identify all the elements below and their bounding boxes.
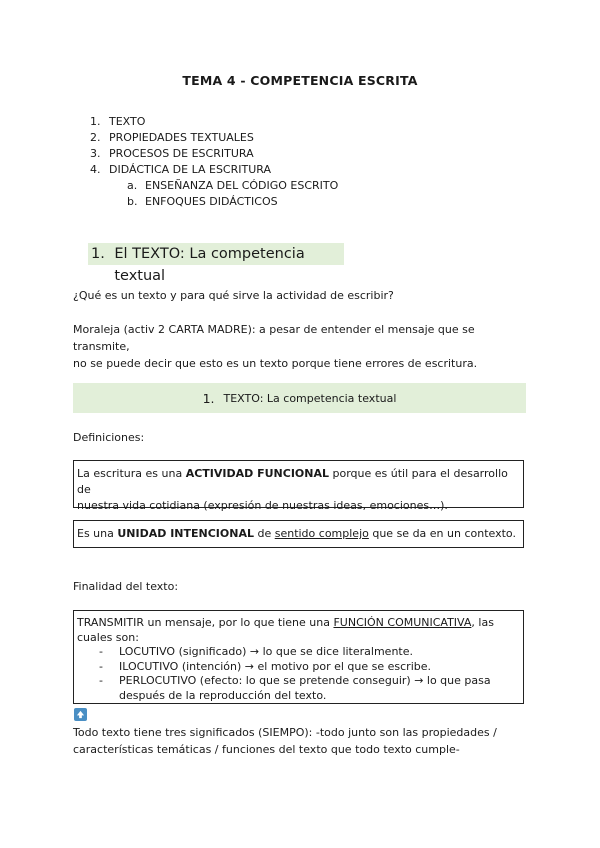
toc-item: 2. PROPIEDADES TEXTUALES (90, 131, 254, 144)
definition-box-2: Es una UNIDAD INTENCIONAL de sentido complejo que se da en un contexto. (73, 520, 524, 548)
definitions-label: Definiciones: (73, 431, 145, 444)
question-text: ¿Qué es un texto y para qué sirve la actividad de escribir? (73, 289, 394, 302)
list-item: después de la reproducción del texto. (119, 688, 327, 702)
section-heading: 1. El TEXTO: La competencia textual (88, 243, 344, 265)
definition-box-1: La escritura es una ACTIVIDAD FUNCIONAL porque es útil para el desarrollo de nuestra vida cotidiana (expresión de nuestras ideas, emociones…). (73, 460, 524, 508)
list-item: - LOCUTIVO (significado) → lo que se dice literalmente. (99, 645, 413, 658)
list-item: - PERLOCUTIVO (efecto: lo que se pretende conseguir) → lo que pasa (99, 674, 491, 687)
toc-subitem: b. ENFOQUES DIDÁCTICOS (127, 195, 278, 208)
closing-paragraph: Todo texto tiene tres significados (SIEMPO): -todo junto son las propiedades / características temáticas / funciones del texto que todo texto cumple- (73, 726, 497, 756)
scroll-up-icon[interactable] (74, 708, 87, 721)
toc-item: 1. TEXTO (90, 115, 146, 128)
page-title: TEMA 4 - COMPETENCIA ESCRITA (182, 73, 418, 88)
arrow-up-icon (76, 710, 85, 719)
finalidad-label: Finalidad del texto: (73, 580, 179, 593)
toc-item: 3. PROCESOS DE ESCRITURA (90, 147, 254, 160)
toc-subitem: a. ENSEÑANZA DEL CÓDIGO ESCRITO (127, 179, 339, 192)
section-banner: 1. TEXTO: La competencia textual (73, 383, 526, 413)
list-item: - ILOCUTIVO (intención) → el motivo por el que se escribe. (99, 659, 432, 673)
toc-item: 4. DIDÁCTICA DE LA ESCRITURA (90, 163, 271, 176)
table-of-contents (90, 114, 338, 210)
moraleja-paragraph: Moraleja (activ 2 CARTA MADRE): a pesar de entender el mensaje que se transmite, no se puede decir que esto es un texto porque tiene errores de escritura. (73, 323, 478, 370)
finalidad-box: TRANSMITIR un mensaje, por lo que tiene una FUNCIÓN COMUNICATIVA, las cuales son: - LOCUTIVO (significado) → lo que se dice literalmente. - ILOCUTIVO (intención) → el motivo por el que se escribe. - PERLOCUTIVO (efecto: lo que se pretende conseguir) → lo que pasa después de la reproducción del texto. (73, 610, 524, 704)
